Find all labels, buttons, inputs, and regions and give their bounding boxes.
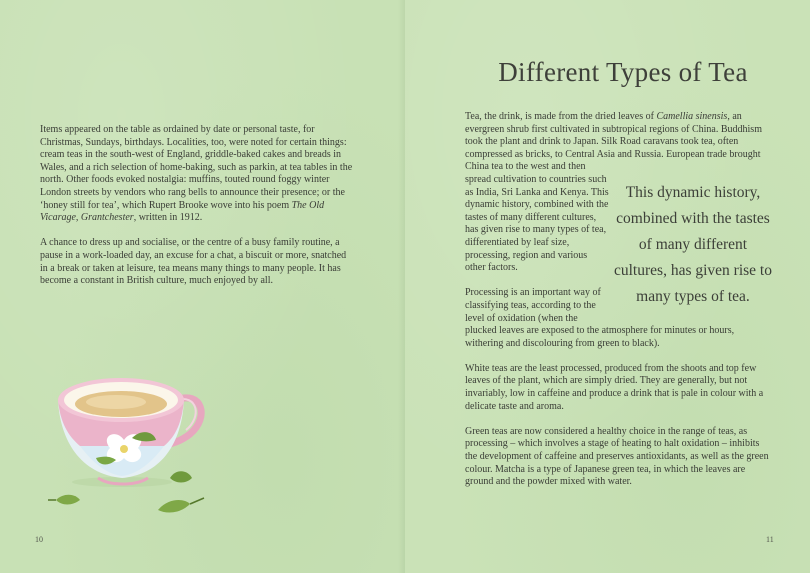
teacup-illustration-icon <box>40 362 220 522</box>
right-paragraph-2-wide: plucked leaves are exposed to the atmosphere for minutes or hours, withering and discolouring from green to black). <box>465 325 735 349</box>
poem-suffix: , written in 1912. <box>133 212 203 224</box>
right-paragraph-1-wide <box>465 111 770 161</box>
left-paragraph-1 <box>40 124 356 225</box>
right-paragraph-1-narrow: China tea to the west and then spread cultivation to countries such as India, Sri Lanka and Kenya. This dynamic history, combined with the tastes of many different cultures, has given rise to many types of tea, differentiated by leaf size, processing, region and various other factors. <box>465 161 609 274</box>
left-page-text <box>40 124 356 288</box>
page-number-right: 11 <box>766 535 774 544</box>
left-paragraph-1-text: Items appeared on the table as ordained by date or personal taste, for Christmas, Sundays, birthdays. Localities, too, were noted for certain things: cream teas in the south-west of England, griddle-baked cakes and breads in Wales, and a rich selection of home-baking, such as parkin, at tea tables in the north. Other foods evoked nostalgia: muffins, touted round foggy winter London streets by vendors who rang bells to announce their presence; or the ‘honey still for tea’, which Rupert Brooke wove into his poem <box>40 124 353 211</box>
page-title: Different Types of Tea <box>498 57 748 87</box>
pull-quote: This dynamic history, combined with the tastes of many different cultures, has given rise to many types of tea. <box>614 184 772 305</box>
left-paragraph-2: A chance to dress up and socialise, or the centre of a busy family routine, a pause in a work-loaded day, an excuse for a chat, a biscuit or more, snatched in a break or taken at leisure, tea means many things to many people. It has become a constant in British culture, much enjoyed by all. <box>40 237 347 287</box>
right-paragraph-3: White teas are the least processed, produced from the shoots and top few leaves of the plant, which are simply dried. They are generally, but not invariably, low in caffeine and produce a drink that is pale in colour with a delicate taste and aroma. <box>465 362 764 412</box>
p1-after: , an evergreen shrub first cultivated in subtropical regions of China. Buddhism took the plant and drink to Japan. Silk Road caravans took tea, often compressed as bricks, to Central Asia and Russia. European trade brought <box>465 111 762 160</box>
poem-title: The Old Vicarage, Grantchester <box>40 199 325 224</box>
page-number-left: 10 <box>35 535 43 544</box>
right-paragraph-2-narrow: Processing is an important way of classifying teas, according to the level of oxidation (when the <box>465 287 601 324</box>
species-name: Camellia sinensis <box>656 111 728 122</box>
p1-before: Tea, the drink, is made from the dried leaves of <box>465 111 657 122</box>
right-paragraph-4: Green teas are now considered a healthy choice in the range of teas, as processing – which involves a stage of heating to halt oxidation – inhibits the development of caffeine and preserves antioxidants, as well as the green colour. Matcha is a type of Japanese green tea, in which the leaves are ground and the powder mixed with water. <box>465 425 769 488</box>
